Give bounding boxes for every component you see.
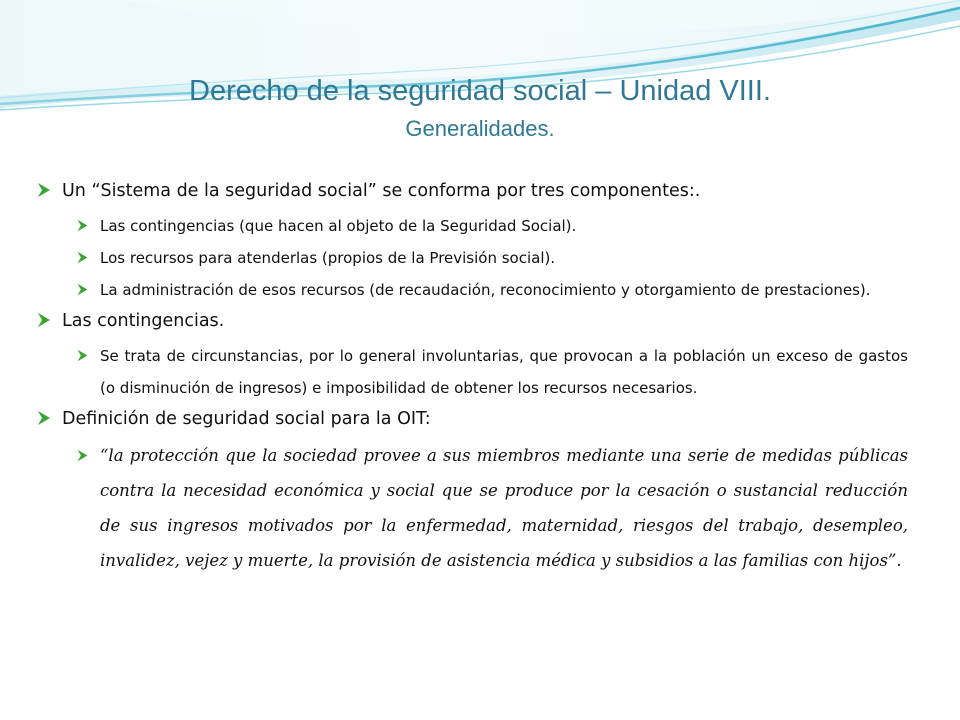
- list-item: [36, 178, 908, 204]
- quote-text: “la protección que la sociedad provee a sus miembros mediante una serie de medidas públicas contra la necesidad económica y social que se produce por la cesación o sustancial reducción de sus ingresos motivados por la enfermedad, maternidad, riesgos del trabajo, desempleo, invalidez, vejez y muerte, la provisión de asistencia médica y subsidios a las familias con hijos”.: [100, 446, 908, 570]
- arrow-bullet-icon: [76, 349, 89, 362]
- slide-subtitle: Generalidades.: [405, 116, 555, 141]
- bullet-text: Definición de seguridad social para la OIT:: [62, 409, 431, 429]
- arrow-bullet-icon: [76, 219, 89, 232]
- title-area: [0, 74, 960, 144]
- arrow-bullet-icon: [36, 182, 52, 198]
- arrow-bullet-icon: [76, 449, 89, 462]
- bullet-text: Un “Sistema de la seguridad social” se conforma por tres componentes:.: [62, 181, 701, 201]
- sub-bullet-text: La administración de esos recursos (de recaudación, reconocimiento y otorgamiento de prestaciones).: [100, 281, 871, 299]
- list-item: [36, 210, 908, 242]
- arrow-bullet-icon: [76, 283, 89, 296]
- sub-bullet-text: Las contingencias (que hacen al objeto de la Seguridad Social).: [100, 217, 577, 235]
- list-item: [36, 406, 908, 432]
- bullet-list: [36, 178, 908, 578]
- sub-bullet-text: Se trata de circunstancias, por lo general involuntarias, que provocan a la población un exceso de gastos (o disminución de ingresos) e imposibilidad de obtener los recursos necesarios.: [100, 347, 908, 397]
- list-item: [36, 308, 908, 334]
- list-item: [36, 340, 908, 404]
- arrow-bullet-icon: [36, 312, 52, 328]
- arrow-bullet-icon: [76, 251, 89, 264]
- arrow-bullet-icon: [36, 410, 52, 426]
- list-item: [36, 242, 908, 274]
- slide-title: Derecho de la seguridad social – Unidad VIII.: [189, 75, 771, 107]
- sub-bullet-text: Los recursos para atenderlas (propios de la Previsión social).: [100, 249, 556, 267]
- list-item: [36, 438, 908, 578]
- bullet-text: Las contingencias.: [62, 311, 225, 331]
- list-item: [36, 274, 908, 306]
